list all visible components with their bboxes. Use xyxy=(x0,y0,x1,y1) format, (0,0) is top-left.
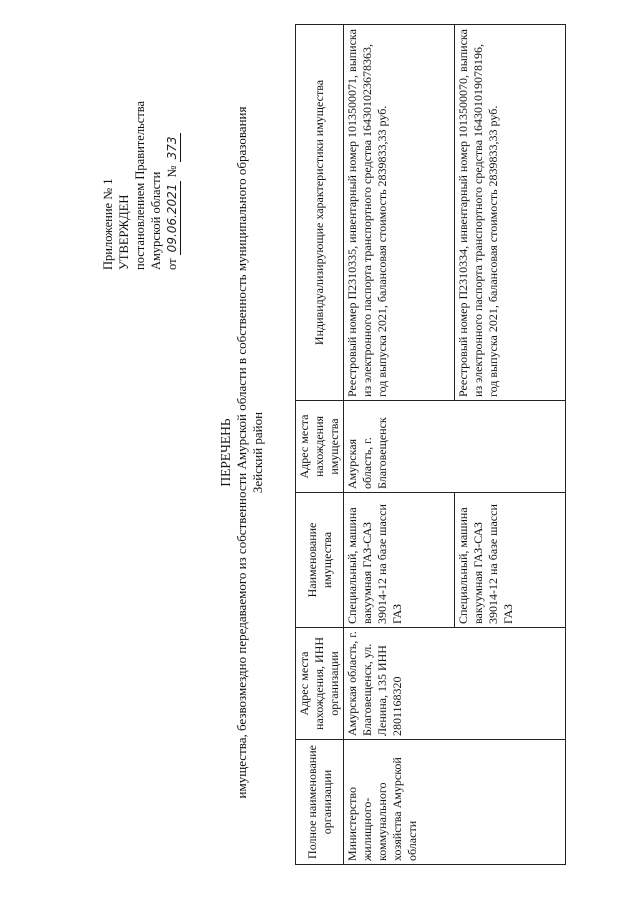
header-property-name: Наименование имущества xyxy=(296,493,344,628)
annex-date-line xyxy=(164,20,181,270)
annex-region: Амурской области xyxy=(149,171,163,270)
document-subtitle: имущества, безвозмездно передаваемого из собственности Амурской области в собственность муниципального образования xyxy=(234,106,249,799)
number-label: № xyxy=(165,165,179,178)
cell-org-name: Министерство жилищного-коммунального хозяйства Амурской области xyxy=(344,740,566,865)
annex-approved: УТВЕРЖДЕН xyxy=(117,194,131,270)
cell-characteristics: Реестровый номер П2310334, инвентарный номер 1013500070, выписка из электронного паспорта транспортного средства 164301019078196, год выпуска 2021, балансовая стоимость 2839833,33 руб. xyxy=(455,25,566,401)
municipality-name: Зейский район xyxy=(250,411,265,494)
header-property-address: Адрес места нахождения имущества xyxy=(296,401,344,493)
document-title: ПЕРЕЧЕНЬ xyxy=(218,418,233,487)
header-org-name: Полное наименование организации xyxy=(296,740,344,865)
handwritten-number: 373 xyxy=(164,134,181,163)
table-row xyxy=(344,25,455,865)
annex-number: Приложение № 1 xyxy=(101,178,115,270)
cell-property-name: Специальный, машина вакуумная ГАЗ-САЗ 39014-12 на базе шасси ГАЗ xyxy=(455,493,566,628)
handwritten-date: 09.06.2021 xyxy=(164,181,181,256)
title-block xyxy=(218,40,266,865)
from-label: от xyxy=(165,258,179,270)
annex-block xyxy=(100,20,181,270)
annex-decree: постановлением Правительства xyxy=(133,100,147,270)
header-org-address: Адрес места нахождения, ИНН организации xyxy=(296,628,344,740)
cell-characteristics: Реестровый номер П2310335, инвентарный номер 1013500071, выписка из электронного паспорта транспортного средства 164301023678363, год выпуска 2021, балансовая стоимость 2839833,33 руб. xyxy=(344,25,455,401)
header-characteristics: Индивидуализирующие характеристики имущества xyxy=(296,25,344,401)
property-table xyxy=(295,24,566,865)
cell-property-name: Специальный, машина вакуумная ГАЗ-САЗ 39014-12 на базе шасси ГАЗ xyxy=(344,493,455,628)
table-header-row xyxy=(296,25,344,865)
cell-org-address: Амурская область, г. Благовещенск, ул. Ленина, 135 ИНН 2801168320 xyxy=(344,628,566,740)
cell-property-address: Амурская область, г. Благовещенск xyxy=(344,401,566,493)
